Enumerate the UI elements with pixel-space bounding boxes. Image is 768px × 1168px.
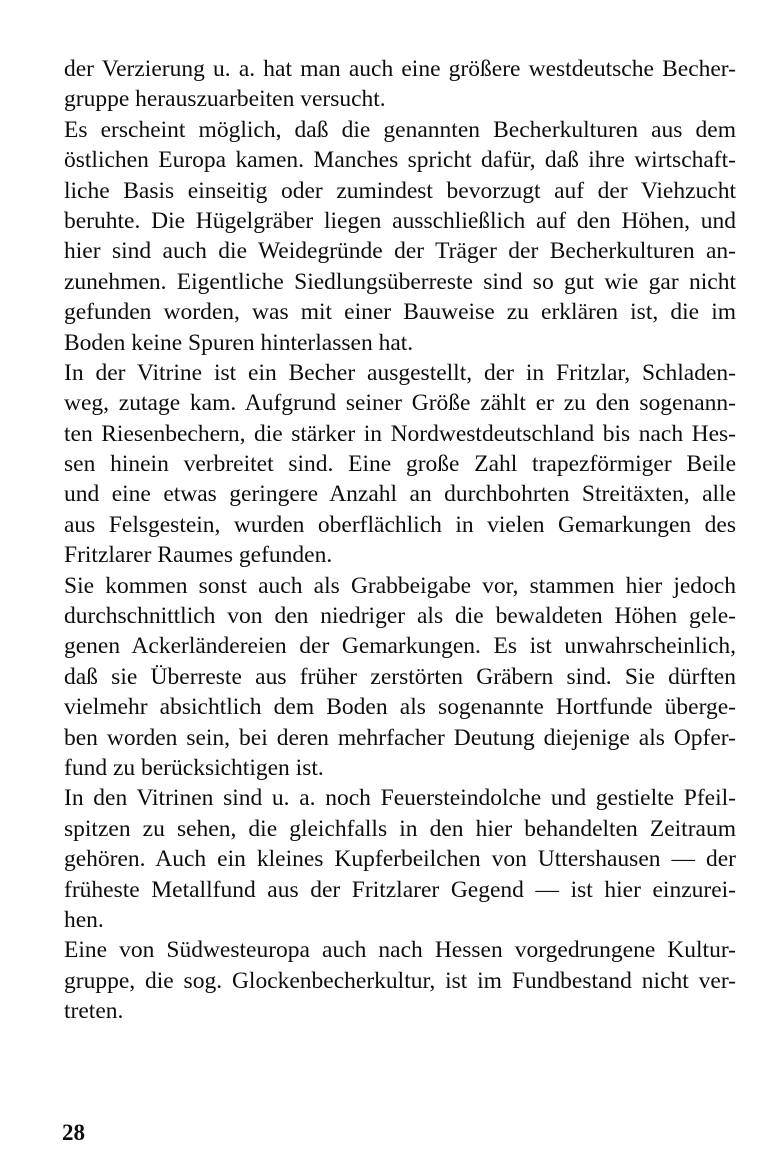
text-line: ten Riesenbechern, die stärker in Nordwestdeutschland bis nach Hes-	[64, 420, 736, 447]
text-line: fund zu berücksichtigen ist.	[64, 754, 324, 781]
text-line: zunehmen. Eigentliche Siedlungsüberreste sind so gut wie gar nicht	[64, 268, 736, 295]
text-line: weg, zutage kam. Aufgrund seiner Größe zählt er zu den sogenann-	[64, 390, 736, 417]
paragraph	[64, 783, 736, 935]
text-line: beruhte. Die Hügelgräber liegen ausschließlich auf den Höhen, und	[64, 207, 736, 234]
text-line: hier sind auch die Weidegründe der Träger der Becherkulturen an-	[64, 238, 736, 265]
text-line: sen hinein verbreitet sind. Eine große Zahl trapezförmiger Beile	[64, 451, 736, 478]
paragraph	[64, 115, 736, 358]
text-line: und eine etwas geringere Anzahl an durchbohrten Streitäxten, alle	[64, 481, 736, 508]
text-line: Fritzlarer Raumes gefunden.	[64, 542, 333, 569]
text-line: In den Vitrinen sind u. a. noch Feuersteindolche und gestielte Pfeil-	[64, 785, 736, 812]
text-line: Boden keine Spuren hinterlassen hat.	[64, 329, 414, 356]
text-line: gehören. Auch ein kleines Kupferbeilchen von Uttershausen — der	[64, 846, 736, 873]
text-line: hen.	[64, 906, 104, 933]
text-line: Eine von Südwesteuropa auch nach Hessen vorgedrungene Kultur-	[64, 937, 736, 964]
body-text	[64, 54, 736, 1027]
text-line: vielmehr absichtlich dem Boden als sogenannte Hortfunde überge-	[64, 694, 736, 721]
text-line: Sie kommen sonst auch als Grabbeigabe vor, stammen hier jedoch	[64, 572, 736, 599]
text-line: früheste Metallfund aus der Fritzlarer Gegend — ist hier einzurei-	[64, 876, 736, 903]
text-line: aus Felsgestein, wurden oberflächlich in vielen Gemarkungen des	[64, 511, 736, 538]
text-line: gruppe herauszuarbeiten versucht.	[64, 86, 386, 113]
text-line: durchschnittlich von den niedriger als die bewaldeten Höhen gele-	[64, 603, 736, 630]
paragraph	[64, 935, 736, 1026]
text-line: ben worden sein, bei deren mehrfacher Deutung diejenige als Opfer-	[64, 724, 736, 751]
text-line: daß sie Überreste aus früher zerstörten Gräbern sind. Sie dürften	[64, 663, 736, 690]
paragraph	[64, 571, 736, 784]
text-line: Es erscheint möglich, daß die genannten Becherkulturen aus dem	[64, 116, 736, 143]
text-line: treten.	[64, 998, 124, 1025]
text-line: spitzen zu sehen, die gleichfalls in den hier behandelten Zeitraum	[64, 815, 736, 842]
text-line: gruppe, die sog. Glockenbecherkultur, ist im Fundbestand nicht ver-	[64, 967, 736, 994]
paragraph	[64, 358, 736, 571]
text-line: liche Basis einseitig oder zumindest bevorzugt auf der Viehzucht	[64, 177, 736, 204]
text-line: der Verzierung u. a. hat man auch eine größere westdeutsche Becher-	[64, 56, 736, 82]
paragraph	[64, 54, 736, 115]
text-line: östlichen Europa kamen. Manches spricht dafür, daß ihre wirtschaft-	[64, 147, 736, 174]
page-number: 28	[62, 1120, 85, 1145]
text-line: genen Ackerländereien der Gemarkungen. Es ist unwahrscheinlich,	[64, 633, 736, 660]
text-line: In der Vitrine ist ein Becher ausgestellt, der in Fritzlar, Schladen-	[64, 359, 736, 386]
text-line: gefunden worden, was mit einer Bauweise zu erklären ist, die im	[64, 299, 736, 326]
